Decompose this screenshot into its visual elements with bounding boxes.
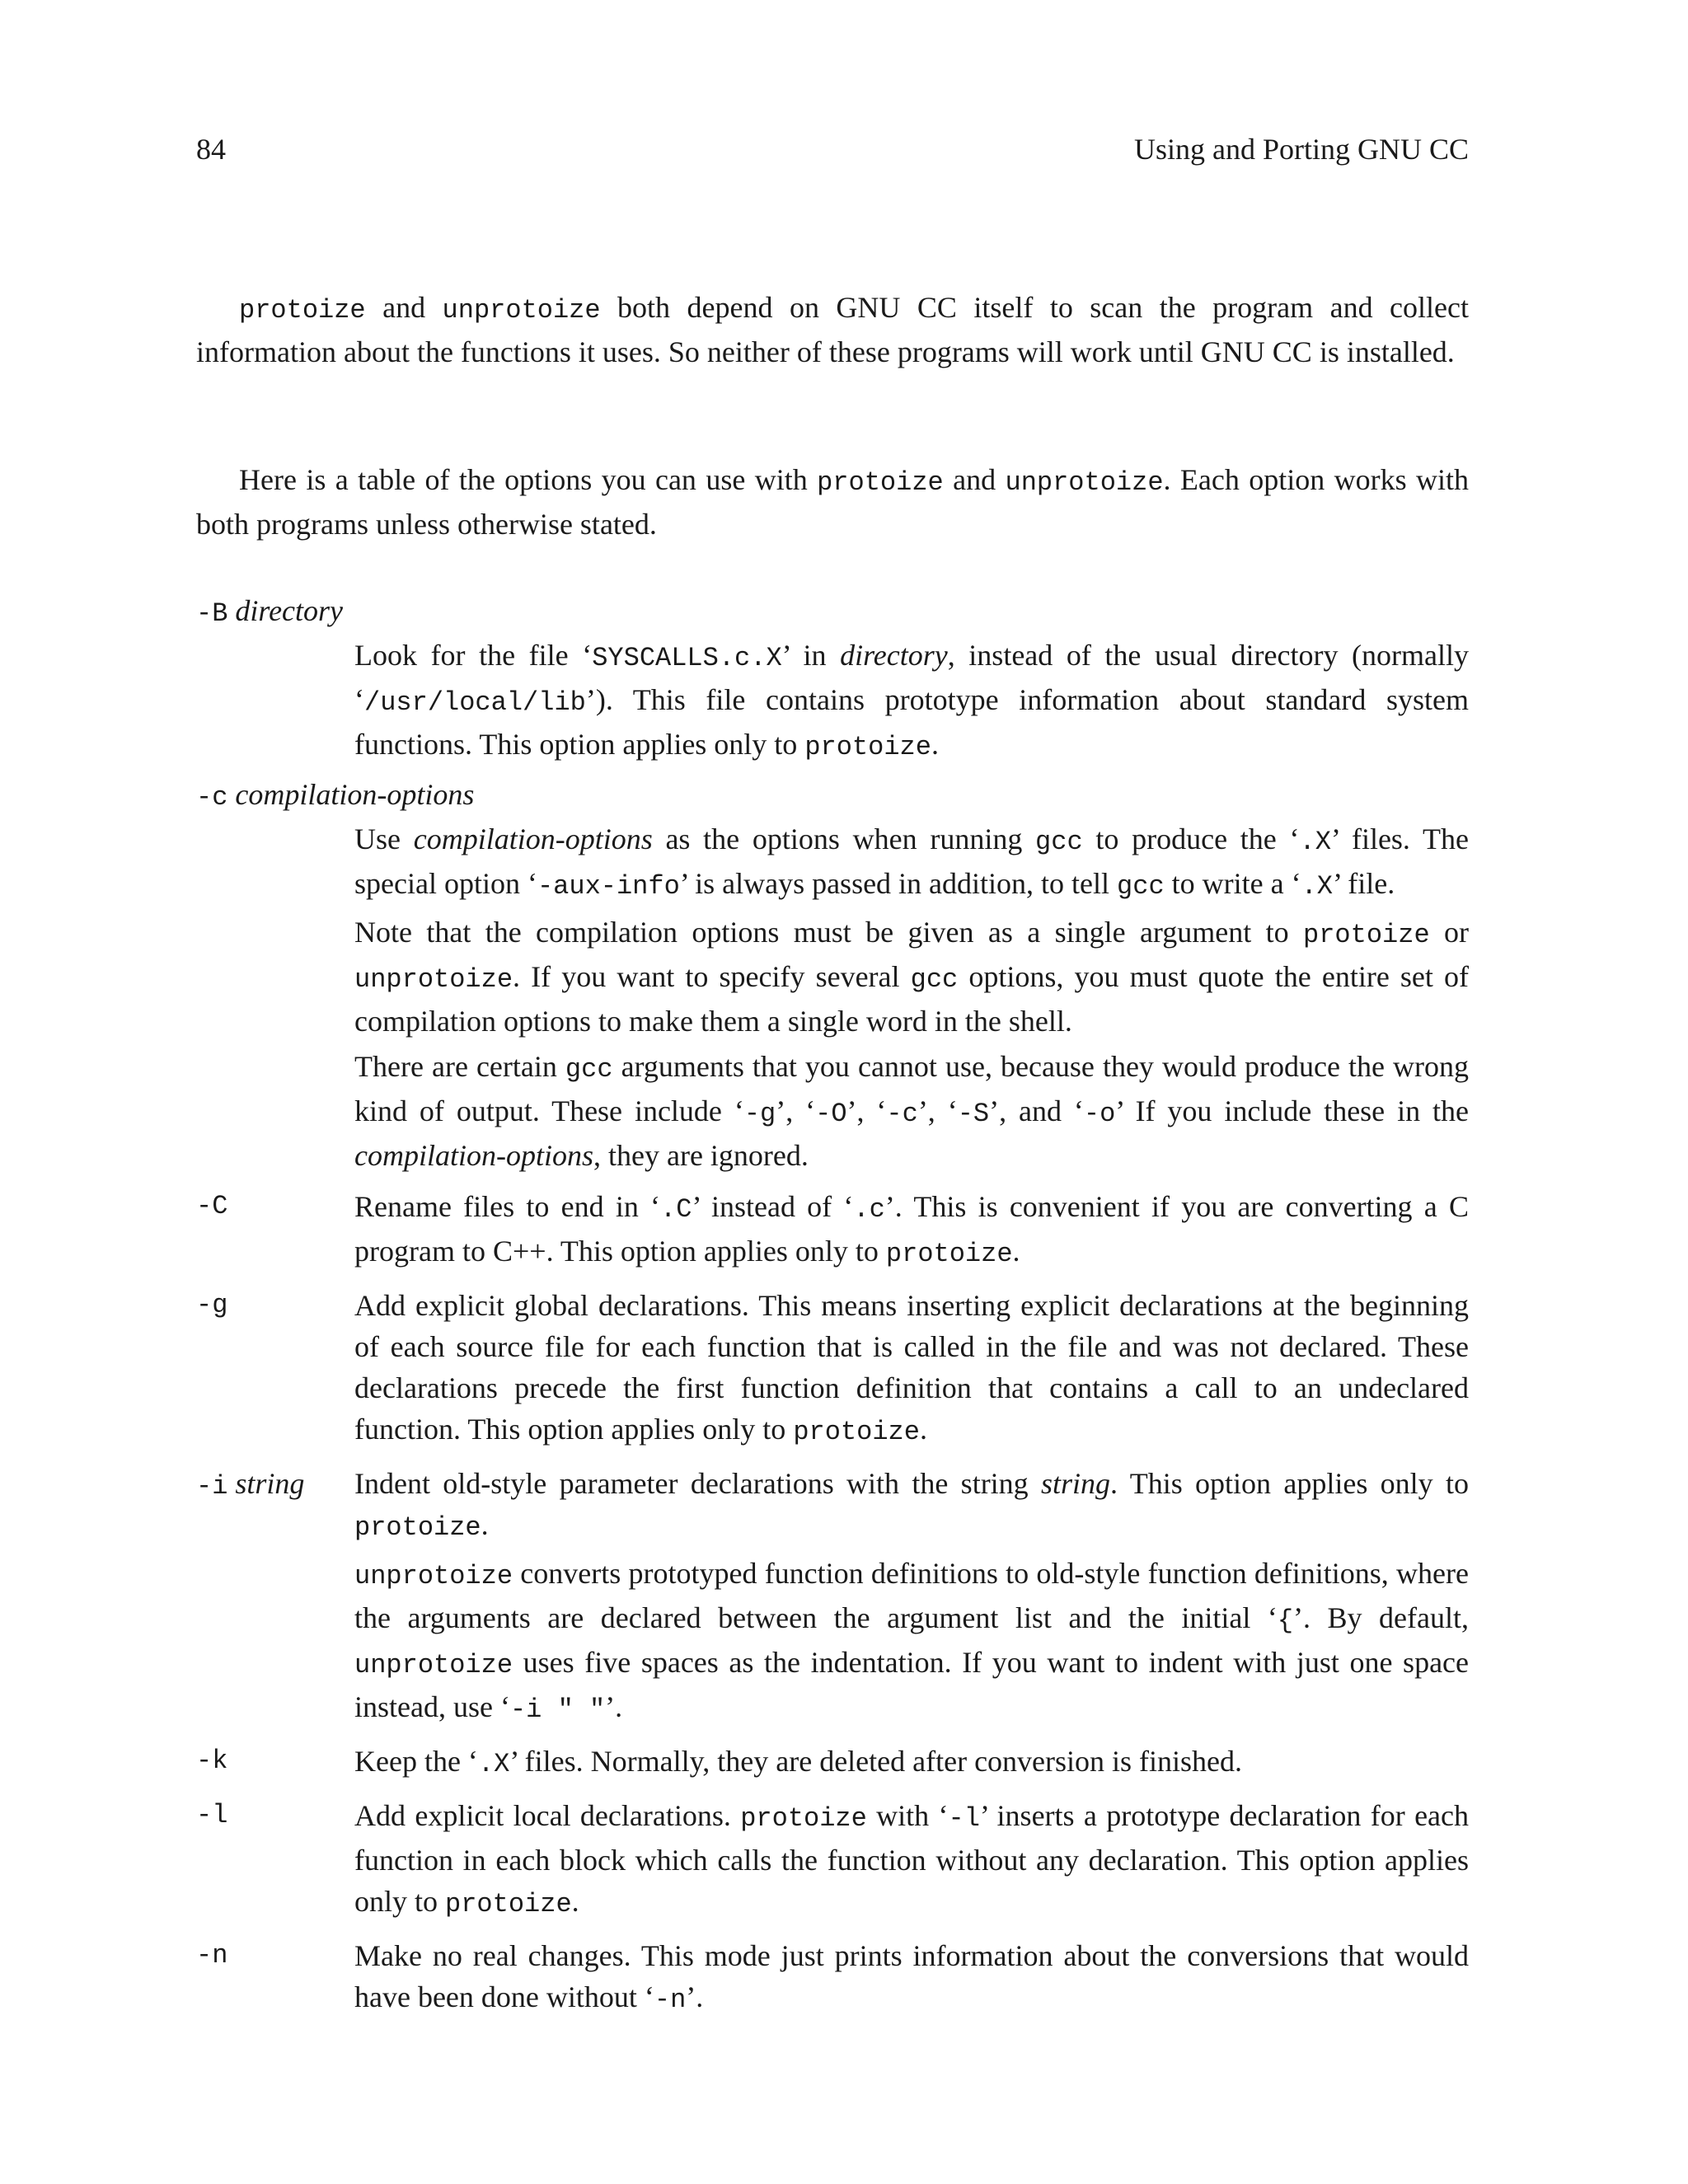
options-table <box>196 590 1469 2025</box>
option-term: -n <box>196 1940 228 1971</box>
option-description: Look for the file ‘SYSCALLS.c.X’ in directory, instead of the usual directory (normally ‘/usr/local/lib’). This file contains prototype information about standard system functions. This option applies only to protoize. <box>354 639 1470 762</box>
option-description: Rename files to end in ‘.C’ instead of ‘.c’. This is convenient if you are converting a C program to C++. This option applies only to protoize. <box>354 1190 1469 1269</box>
option-B <box>196 590 1469 768</box>
running-header <box>196 132 1469 170</box>
option-description: Use compilation-options as the options when running gcc to produce the ‘.X’ files. The special option ‘-aux-info’ is always passed in addition, to tell gcc to write a ‘.X’ file. Note that the compilation options must be given as a single argument to protoize or unprotoize. If you want to specify several gcc options, you must quote the entire set of compilation options to make them a single word in the shell. There are certain gcc arguments that you cannot use, because they would produce the wrong kind of output. These include ‘-g’, ‘-O’, ‘-c’, ‘-S’, and ‘-o’ If you include these in the compilation-options, they are ignored. <box>354 823 1470 1172</box>
option-term: -B directory <box>196 594 344 629</box>
option-term: -g <box>196 1290 228 1320</box>
option-term: -l <box>196 1800 228 1830</box>
option-description: Keep the ‘.X’ files. Normally, they are deleted after conversion is finished. <box>354 1745 1243 1779</box>
page-number: 84 <box>196 133 226 166</box>
option-description: Make no real changes. This mode just prints information about the conversions that would have been done without ‘-n’. <box>354 1939 1469 2015</box>
option-description: Indent old-style parameter declarations with the string string. This option applies only to protoize. unprotoize converts prototyped function definitions to old-style function definitions, where the arguments are declared between the argument list and the initial ‘{’. By default, unprotoize uses five spaces as the indentation. If you want to indent with just one space instead, use ‘-i " "’. <box>354 1467 1470 1725</box>
option-l <box>196 1795 1469 1925</box>
option-i <box>196 1463 1469 1731</box>
option-description: Add explicit local declarations. protoize with ‘-l’ inserts a prototype declaration for each function in each block which calls the function without any declaration. This option applies only to protoize. <box>354 1799 1470 1919</box>
option-term: -i string <box>196 1467 305 1502</box>
intro-paragraph-1: protoize and unprotoize both depend on GNU CC itself to scan the program and collect information about the functions it uses. So neither of these programs will work until GNU CC is installed. <box>196 291 1469 368</box>
option-term: -C <box>196 1191 228 1221</box>
option-c <box>196 774 1469 1176</box>
option-k <box>196 1741 1469 1785</box>
running-title: Using and Porting GNU CC <box>1133 133 1469 166</box>
option-g <box>196 1285 1469 1453</box>
option-n <box>196 1935 1469 2021</box>
option-description: Add explicit global declarations. This means inserting explicit declarations at the beginning of each source file for each function that is called in the file and was not declared. These declarations precede the first function definition that contains a call to an undeclared function. This option applies only to protoize. <box>354 1289 1469 1447</box>
option-term: -c compilation-options <box>196 778 475 813</box>
option-term: -k <box>196 1746 228 1776</box>
intro-paragraph-2: Here is a table of the options you can use with protoize and unprotoize. Each option works with both programs unless otherwise stated. <box>196 463 1470 541</box>
option-C <box>196 1186 1469 1275</box>
